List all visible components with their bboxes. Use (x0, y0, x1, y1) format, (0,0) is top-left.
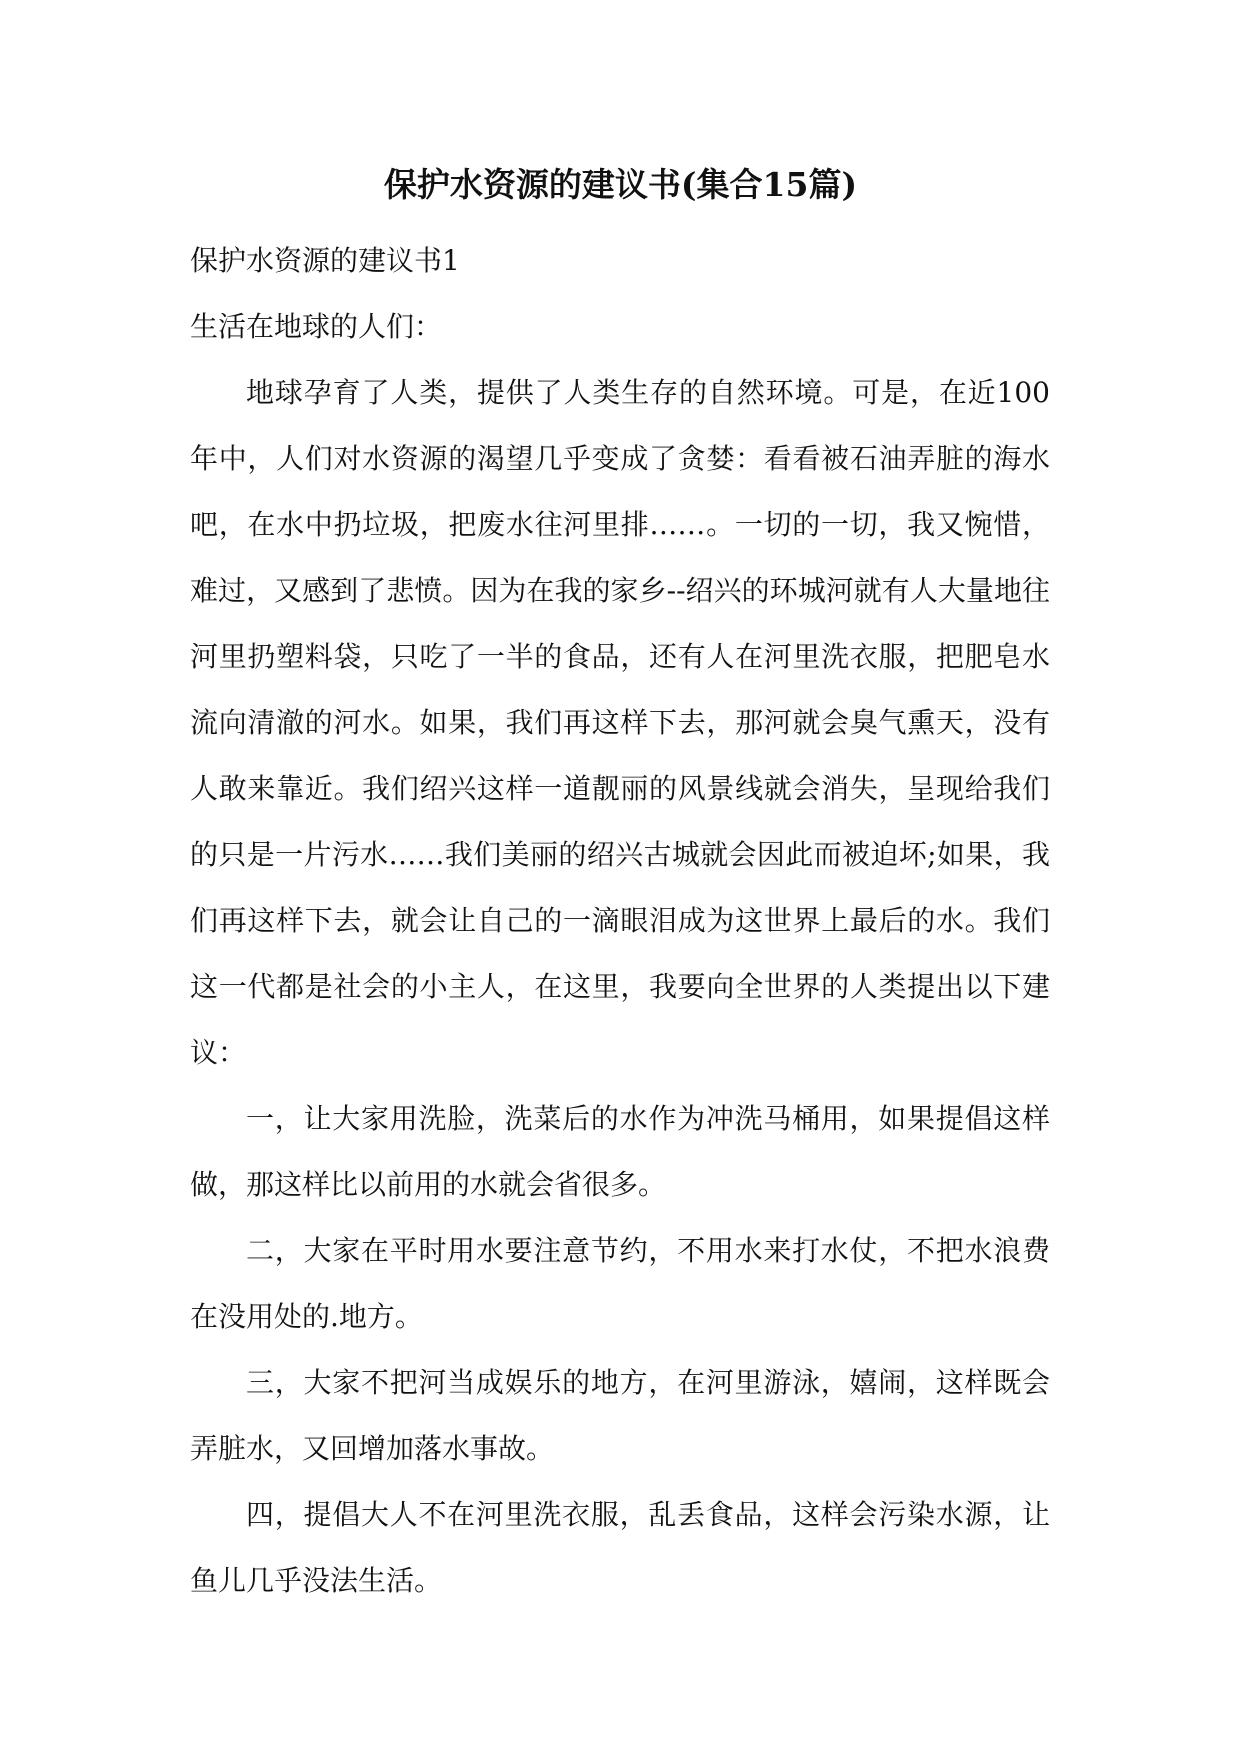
section-heading: 保护水资源的建议书1 (190, 244, 460, 277)
paragraph-intro: 地球孕育了人类，提供了人类生存的自然环境。可是，在近100年中，人们对水资源的渴望几乎变成了贪婪：看看被石油弄脏的海水吧，在水中扔垃圾，把废水往河里排……。一切的一切，我又惋惜，难过，又感到了悲愤。因为在我的家乡--绍兴的环城河就有人大量地往河里扔塑料袋，只吃了一半的食品，还有人在河里洗衣服，把肥皂水流向清澈的河水。如果，我们再这样下去，那河就会臭气熏天，没有人敢来靠近。我们绍兴这样一道靓丽的风景线就会消失，呈现给我们的只是一片污水……我们美丽的绍兴古城就会因此而被迫坏;如果，我们再这样下去，就会让自己的一滴眼泪成为这世界上最后的水。我们这一代都是社会的小主人，在这里，我要向全世界的人类提出以下建议： (190, 376, 1050, 1069)
paragraph-suggestion-3: 三，大家不把河当成娱乐的地方，在河里游泳，嬉闹，这样既会弄脏水，又回增加落水事故。 (190, 1366, 1050, 1465)
paragraph-suggestion-1: 一，让大家用洗脸，洗菜后的水作为冲洗马桶用，如果提倡这样做，那这样比以前用的水就会省很多。 (190, 1102, 1050, 1201)
paragraph-suggestion-4: 四，提倡大人不在河里洗衣服，乱丢食品，这样会污染水源，让鱼儿几乎没法生活。 (190, 1498, 1050, 1597)
document-title: 保护水资源的建议书(集合15篇) (383, 165, 858, 204)
document-body (190, 228, 1050, 1614)
paragraph-suggestion-2: 二，大家在平时用水要注意节约，不用水来打水仗，不把水浪费在没用处的.地方。 (190, 1234, 1050, 1333)
salutation: 生活在地球的人们： (190, 310, 443, 343)
